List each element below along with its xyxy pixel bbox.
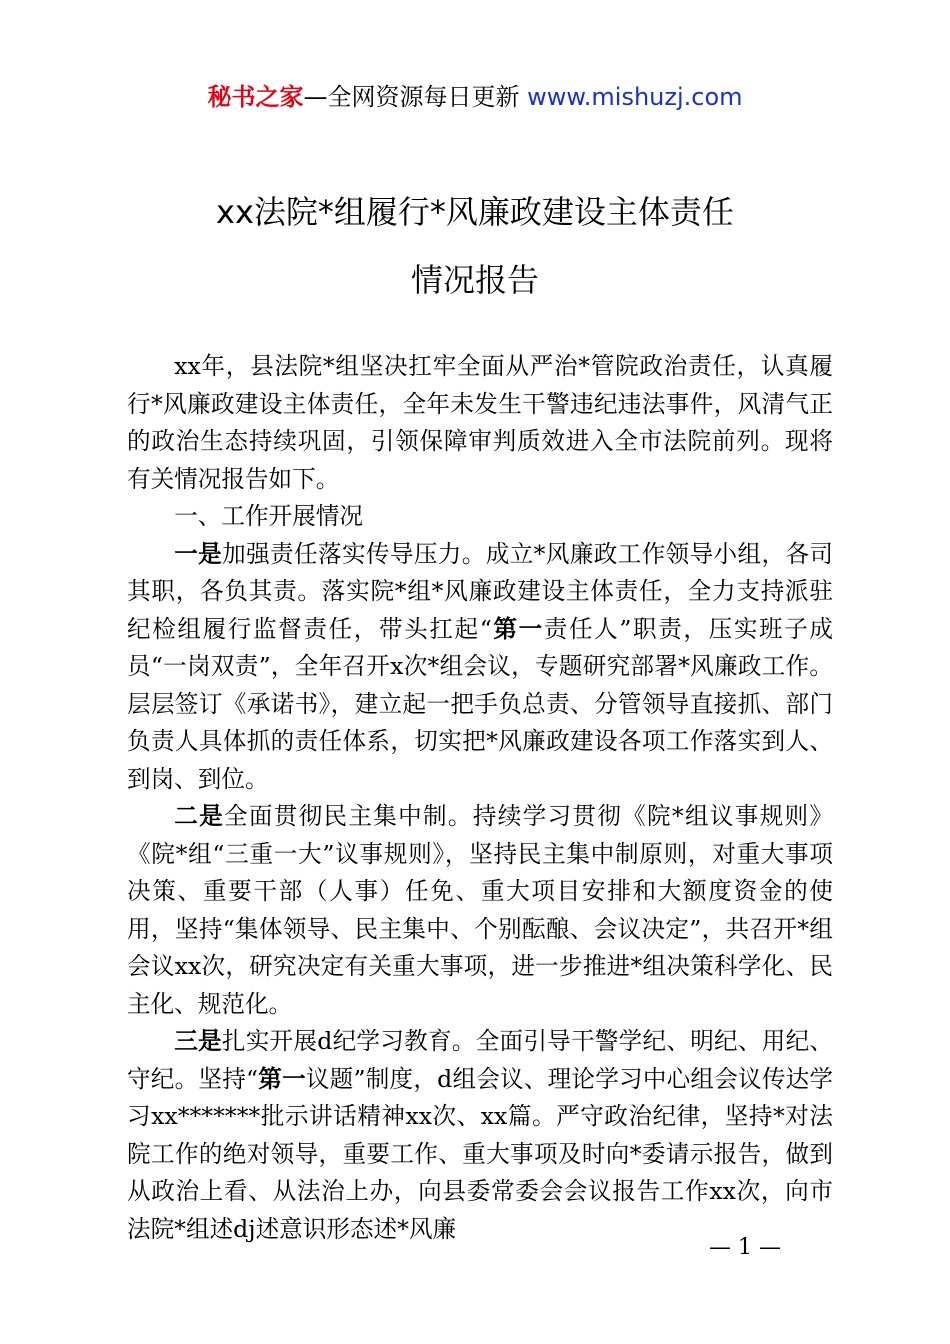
site-brand: 秘书之家 <box>207 83 304 111</box>
paragraph-3-text-a: 扎实开展d纪学习教育。全面引导干警学纪、明纪、用纪、守纪。坚持“ <box>127 1027 833 1093</box>
document-body <box>127 348 833 1248</box>
intro-paragraph: xx年，县法院*组坚决扛牢全面从严治*管院政治责任，认真履行*风廉政建设主体责任，全年未发生干警违纪违法事件，风清气正的政治生态持续巩固，引领保障审判质效进入全市法院前列。现将有关情况报告如下。 <box>127 352 833 493</box>
paragraph-3 <box>127 1023 833 1248</box>
paragraph-2-text: 全面贯彻民主集中制。持续学习贯彻《院*组议事规则》《院*组“三重一大”议事规则》，坚持民主集中制原则，对重大事项决策、重要干部（人事）任免、重大项目安排和大额度资金的使用，坚持“集体领导、民主集中、个别酝酿、会议决定”，共召开*组会议xx次，研究决定有关重大事项，进一步推进*组决策科学化、民主化、规范化。 <box>127 802 834 1018</box>
paragraph-1-lead: 一是 <box>174 539 223 568</box>
paragraph-1-emphasis: 第一 <box>491 614 544 643</box>
site-banner <box>0 82 950 112</box>
paragraph-2-lead: 二是 <box>174 802 224 830</box>
paragraph-1-text-b: 责任人”职责，压实班子成员“一岗双责”，全年召开x次*组会议，专题研究部署*风廉政工作。层层签订《承诺书》，建立起一把手负总责、分管领导直接抓、部门负责人具体抓的责任体系，切实把*风廉政建设各项工作落实到人、到岗、到位。 <box>127 614 834 793</box>
section-heading: 一、工作开展情况 <box>174 502 363 530</box>
paragraph-1-text-a: 加强责任落实传导压力。成立*风廉政工作领导小组，各司其职，各负其责。落实院*组*风廉政建设主体责任，全力支持派驻纪检组履行监督责任，带头扛起“ <box>127 539 834 643</box>
page-number: — 1 — <box>709 1235 781 1260</box>
paragraph-2 <box>127 798 833 1023</box>
document-title-line-1: xx法院*组履行*风廉政建设主体责任 <box>216 193 734 231</box>
paragraph-3-text-b: 议题”制度，d组会议、理论学习中心组会议传达学习xx*******批示讲话精神xx次、xx篇。严守政治纪律，坚持*对法院工作的绝对领导，重要工作、重大事项及时向*委请示报告，做到从政治上看、从法治上办，向县委常委会会议报告工作xx次，向市法院*组述dj述意识形态述*风廉 <box>127 1064 834 1243</box>
paragraph-3-emphasis: 第一 <box>258 1064 306 1093</box>
paragraph-3-lead: 三是 <box>174 1027 222 1055</box>
paragraph-1 <box>127 536 833 799</box>
site-tagline: —全网资源每日更新 <box>303 83 528 111</box>
document-title-line-2: 情况报告 <box>410 261 539 299</box>
site-url[interactable]: www.mishuzj.com <box>527 83 743 111</box>
